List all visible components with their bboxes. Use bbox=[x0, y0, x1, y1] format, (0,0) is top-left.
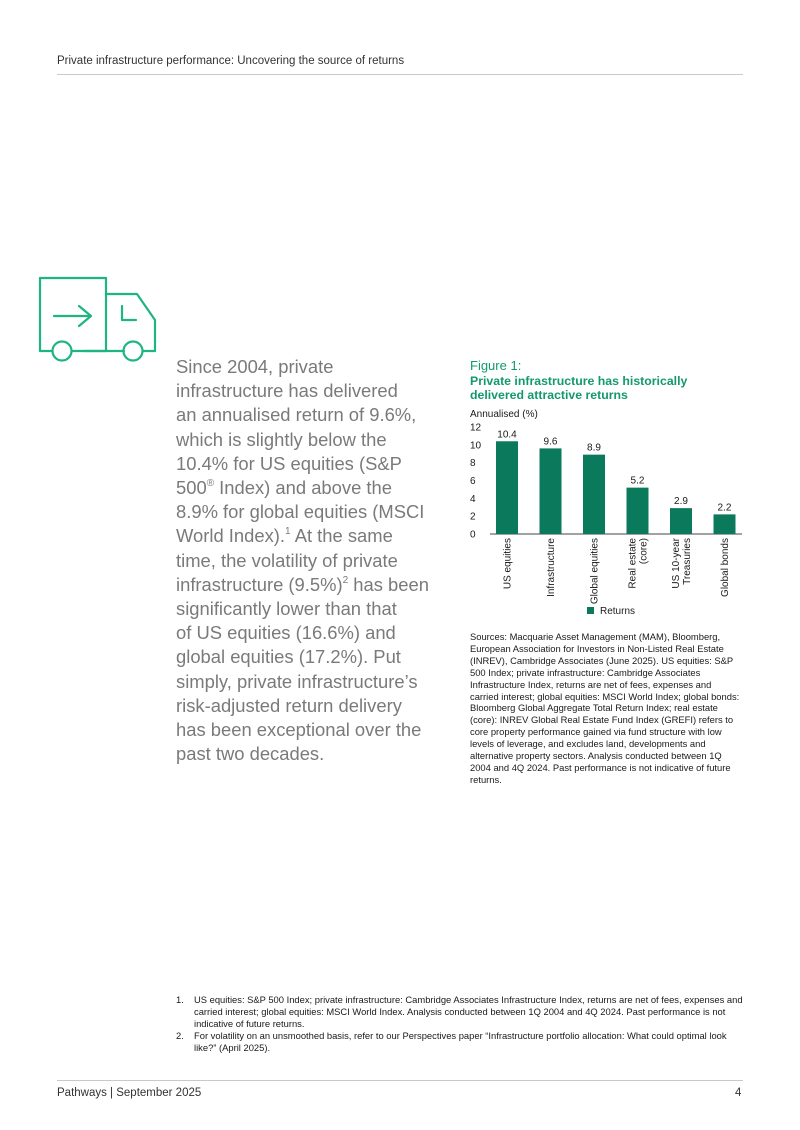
y-tick-label: 6 bbox=[470, 476, 476, 487]
body-line-part: infrastructure (9.5%) bbox=[176, 573, 343, 595]
body-line-part: has been bbox=[348, 573, 429, 595]
bar bbox=[714, 514, 736, 534]
x-category-label: US 10-year bbox=[671, 538, 682, 589]
footnote-text: For volatility on an unsmoothed basis, refer to our Perspectives paper “Infrastructure portfolio allocation: What could optimal look like?” (April 2025). bbox=[194, 1029, 727, 1053]
body-paragraph bbox=[176, 355, 448, 766]
x-category-label: (core) bbox=[638, 538, 650, 565]
bar bbox=[670, 508, 692, 534]
body-line-part: Index) and above the bbox=[214, 477, 392, 499]
body-line bbox=[176, 476, 448, 500]
legend-swatch bbox=[587, 607, 594, 614]
bar bbox=[540, 448, 562, 534]
running-header: Private infrastructure performance: Uncovering the source of returns bbox=[57, 55, 405, 67]
body-line: an annualised return of 9.6%, bbox=[176, 404, 417, 426]
y-tick-label: 2 bbox=[470, 511, 476, 523]
body-line bbox=[176, 524, 448, 548]
body-line: which is slightly below the bbox=[176, 428, 387, 450]
bar-data-label: 10.4 bbox=[497, 429, 517, 441]
x-category-label: Global equities bbox=[589, 538, 601, 605]
body-line: past two decades. bbox=[176, 743, 325, 765]
returns-bar-chart bbox=[450, 404, 750, 626]
body-line: of US equities (16.6%) and bbox=[176, 622, 396, 644]
y-tick-label: 10 bbox=[470, 440, 482, 452]
body-line: significantly lower than that bbox=[176, 598, 397, 620]
x-category-label: US equities bbox=[502, 538, 514, 590]
bar-data-label: 2.9 bbox=[674, 496, 688, 508]
footnote-item bbox=[176, 994, 744, 1030]
body-line: has been exceptional over the bbox=[176, 719, 422, 741]
page-number: 4 bbox=[735, 1087, 742, 1099]
delivery-truck-arrow-icon bbox=[36, 276, 160, 362]
footnotes-list bbox=[176, 994, 744, 1054]
chart-sources: Sources: Macquarie Asset Management (MAM), Bloomberg, European Association for Investors in Non-Listed Real Estate (INREV), Cambridge Associates (June 2025). US equities: S&P 500 Index; private infrastructure: Cambridge Associates Infrastructure Index, returns are net of fees, expenses and carried interest; global equities: MSCI World Index; global bonds: Bloomberg Global Aggregate Total Return Index; real estate (core): INREV Global Real Estate Fund Index (GREFI) refers to core property performance gained via fund structure with low levels of leverage, and excludes land, developments and alternative property sectors. Analysis conducted between 1Q 2004 and 4Q 2024. Past performance is not indicative of future returns. bbox=[470, 631, 740, 785]
y-tick-label: 12 bbox=[470, 422, 482, 434]
bar-data-label: 2.2 bbox=[717, 502, 732, 514]
body-line-part: World Index). bbox=[176, 525, 286, 547]
y-tick-label: 8 bbox=[470, 458, 476, 470]
footnote-number: 1. bbox=[176, 994, 184, 1005]
figure-label: Figure 1: bbox=[470, 358, 522, 373]
figure-title: Private infrastructure has historically delivered attractive returns bbox=[470, 374, 688, 402]
body-line: 8.9% for global equities (MSCI bbox=[176, 501, 425, 523]
y-axis-label: Annualised (%) bbox=[470, 409, 538, 420]
body-line: global equities (17.2%). Put bbox=[176, 646, 401, 668]
header-divider bbox=[57, 74, 743, 75]
body-line: infrastructure has delivered bbox=[176, 380, 398, 402]
body-line: Since 2004, private bbox=[176, 356, 334, 377]
body-line: 10.4% for US equities (S&P bbox=[176, 452, 402, 474]
footnote-ref-2[interactable]: 2 bbox=[342, 574, 349, 586]
y-tick-label: 0 bbox=[470, 529, 476, 541]
x-category-label: Real estate bbox=[627, 538, 639, 589]
body-line: simply, private infrastructure’s bbox=[176, 670, 418, 692]
bar-data-label: 8.9 bbox=[587, 442, 601, 454]
y-tick-label: 4 bbox=[470, 493, 476, 505]
footnote-item bbox=[176, 1030, 744, 1054]
x-category-label: Global bonds bbox=[720, 538, 731, 597]
body-line bbox=[176, 573, 448, 597]
legend-label: Returns bbox=[600, 606, 636, 617]
registered-mark: ® bbox=[206, 477, 215, 489]
footer-publication: Pathways | September 2025 bbox=[57, 1087, 202, 1099]
bar bbox=[583, 455, 605, 534]
x-category-label: Treasuries bbox=[682, 538, 693, 585]
body-line: risk-adjusted return delivery bbox=[176, 694, 402, 716]
footer-divider bbox=[57, 1080, 743, 1081]
footnote-number: 2. bbox=[176, 1029, 184, 1041]
bar bbox=[496, 441, 518, 534]
bar-data-label: 9.6 bbox=[543, 436, 558, 448]
footnote-text: US equities: S&P 500 Index; private infrastructure: Cambridge Associates Infrastructure Index, returns are net of fees, expenses and carried interest; global equities: MSCI World Index. Analysis conducted between 1Q 2004 and 4Q 2024. Past performance is not indicative of future returns. bbox=[194, 994, 743, 1029]
x-category-label: Infrastructure bbox=[546, 538, 557, 597]
bar-data-label: 5.2 bbox=[630, 475, 645, 487]
body-line-part: 500 bbox=[176, 477, 207, 499]
bar bbox=[627, 488, 649, 534]
body-line-part: At the same bbox=[290, 525, 393, 547]
footnote-ref-1[interactable]: 1 bbox=[285, 526, 291, 538]
body-line: time, the volatility of private bbox=[176, 549, 398, 571]
